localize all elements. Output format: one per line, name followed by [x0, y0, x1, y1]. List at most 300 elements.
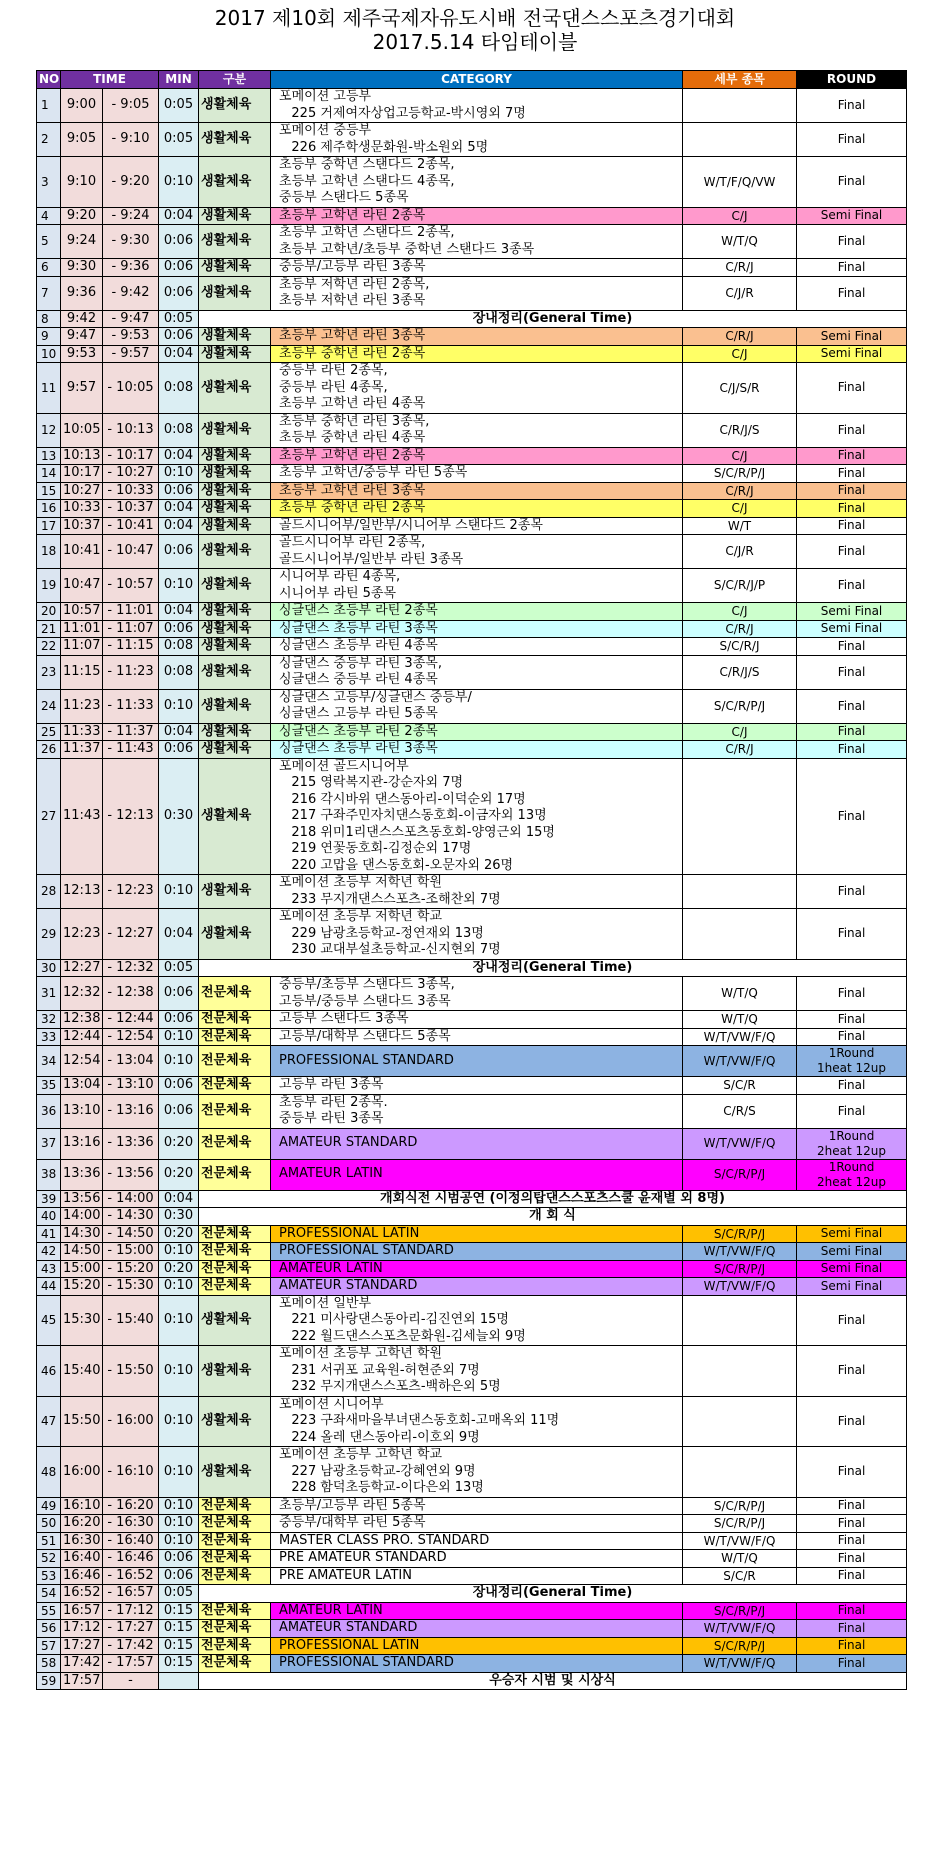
- division-label: 전문체육: [199, 1077, 271, 1095]
- table-row: [37, 1225, 907, 1243]
- end-time: - 9:05: [103, 89, 159, 123]
- duration: 0:10: [159, 1497, 199, 1515]
- category-cell: [271, 1260, 683, 1278]
- duration: 0:10: [159, 689, 199, 723]
- header-no: NO: [37, 71, 61, 89]
- category-line: 싱글댄스 고등부 라틴 5종목: [279, 706, 438, 721]
- table-row: [37, 875, 907, 909]
- duration: 0:05: [159, 959, 199, 977]
- category-cell: [271, 413, 683, 447]
- end-time: -: [103, 1672, 159, 1690]
- announcement: 장내정리(General Time): [199, 959, 907, 977]
- start-time: 13:16: [61, 1128, 103, 1159]
- division-label: 생활체육: [199, 1295, 271, 1346]
- category-line: 233 무지개댄스스포츠-조해찬외 7명: [279, 891, 501, 907]
- category-line: 중등부/초등부 스탠다드 3종목,: [279, 977, 455, 992]
- row-number: 55: [37, 1602, 61, 1620]
- end-time: - 16:46: [103, 1550, 159, 1568]
- detail-events: W/T/Q: [683, 1011, 797, 1029]
- detail-events: C/J: [683, 207, 797, 225]
- round-label: Final: [797, 1637, 907, 1655]
- category-cell: [271, 1550, 683, 1568]
- category-cell: [271, 328, 683, 346]
- table-row: [37, 123, 907, 157]
- category-line: PROFESSIONAL STANDARD: [279, 1052, 454, 1068]
- announcement: 개 회 식: [199, 1208, 907, 1226]
- duration: 0:10: [159, 1046, 199, 1077]
- table-row: [37, 1077, 907, 1095]
- division-label: 생활체육: [199, 447, 271, 465]
- detail-events: S/C/R/P/J: [683, 1260, 797, 1278]
- end-time: - 12:54: [103, 1028, 159, 1046]
- end-time: - 10:41: [103, 517, 159, 535]
- detail-events: W/T/F/Q/VW: [683, 157, 797, 208]
- start-time: 12:27: [61, 959, 103, 977]
- announcement: 장내정리(General Time): [199, 310, 907, 328]
- announcement: 개회식전 시범공연 (이정의탑댄스스포츠스쿨 윤재별 외 8명): [199, 1190, 907, 1208]
- duration: 0:06: [159, 1094, 199, 1128]
- table-row: [37, 1602, 907, 1620]
- category-line: 초등부 고학년/초등부 중학년 스탠다드 3종목: [279, 241, 535, 257]
- start-time: 10:47: [61, 569, 103, 603]
- row-number: 23: [37, 655, 61, 689]
- round-label: Final: [797, 689, 907, 723]
- category-line: 초등부 고학년 라틴 3종목: [279, 328, 426, 343]
- detail-events: S/C/R/P/J: [683, 689, 797, 723]
- category-line: 초등부/고등부 라틴 5종목: [279, 1497, 426, 1513]
- category-cell: [271, 535, 683, 569]
- row-number: 48: [37, 1447, 61, 1498]
- category-line: 싱글댄스 고등부/싱글댄스 중등부/: [279, 689, 472, 705]
- round-label: Final: [797, 447, 907, 465]
- start-time: 17:12: [61, 1620, 103, 1638]
- category-line: 228 함덕초등학교-이다은외 13명: [279, 1480, 484, 1495]
- round-label: Final: [797, 1655, 907, 1673]
- detail-events: W/T: [683, 517, 797, 535]
- start-time: 15:00: [61, 1260, 103, 1278]
- division-label: 생활체육: [199, 482, 271, 500]
- duration: 0:10: [159, 1515, 199, 1533]
- detail-events: [683, 909, 797, 960]
- row-number: 42: [37, 1243, 61, 1261]
- category-cell: [271, 689, 683, 723]
- table-row: [37, 157, 907, 208]
- category-cell: [271, 465, 683, 483]
- category-line: 초등부 라틴 2종목.: [279, 1094, 388, 1110]
- end-time: - 11:01: [103, 603, 159, 621]
- table-row: [37, 1028, 907, 1046]
- table-row: [37, 1532, 907, 1550]
- round-label: Final: [797, 1011, 907, 1029]
- category-line: 포메이션 일반부: [279, 1295, 372, 1311]
- table-row: [37, 723, 907, 741]
- round-label: Semi Final: [797, 1243, 907, 1261]
- table-row: [37, 620, 907, 638]
- table-row: [37, 517, 907, 535]
- table-row: [37, 1243, 907, 1261]
- table-row: [37, 689, 907, 723]
- round-label: Final: [797, 1094, 907, 1128]
- duration: 0:04: [159, 1190, 199, 1208]
- row-number: 37: [37, 1128, 61, 1159]
- round-label: Final: [797, 1567, 907, 1585]
- row-number: 32: [37, 1011, 61, 1029]
- division-label: 생활체육: [199, 225, 271, 259]
- division-label: 생활체육: [199, 276, 271, 310]
- row-number: 46: [37, 1346, 61, 1397]
- table-row: [37, 413, 907, 447]
- division-label: 생활체육: [199, 723, 271, 741]
- table-row: [37, 758, 907, 875]
- table-row: [37, 655, 907, 689]
- category-cell: [271, 620, 683, 638]
- row-number: 47: [37, 1396, 61, 1447]
- start-time: 11:07: [61, 638, 103, 656]
- division-label: 생활체육: [199, 655, 271, 689]
- start-time: 16:30: [61, 1532, 103, 1550]
- header-round: ROUND: [797, 71, 907, 89]
- end-time: - 13:10: [103, 1077, 159, 1095]
- round-label: Final: [797, 276, 907, 310]
- round-label: Final: [797, 875, 907, 909]
- category-line: AMATEUR LATIN: [279, 1260, 383, 1276]
- row-number: 43: [37, 1260, 61, 1278]
- table-row: [37, 1655, 907, 1673]
- round-label: Final: [797, 569, 907, 603]
- category-cell: [271, 1620, 683, 1638]
- duration: 0:20: [159, 1128, 199, 1159]
- end-time: - 16:40: [103, 1532, 159, 1550]
- category-cell: [271, 758, 683, 875]
- division-label: 전문체육: [199, 1550, 271, 1568]
- category-line: 초등부 저학년 라틴 2종목,: [279, 276, 430, 292]
- table-row: [37, 1637, 907, 1655]
- row-number: 50: [37, 1515, 61, 1533]
- category-cell: [271, 345, 683, 363]
- round-label: Final: [797, 758, 907, 875]
- table-row: [37, 1159, 907, 1190]
- detail-events: W/T/VW/F/Q: [683, 1128, 797, 1159]
- start-time: 10:05: [61, 413, 103, 447]
- duration: 0:20: [159, 1159, 199, 1190]
- end-time: - 11:33: [103, 689, 159, 723]
- row-number: 38: [37, 1159, 61, 1190]
- duration: 0:05: [159, 89, 199, 123]
- end-time: - 17:27: [103, 1620, 159, 1638]
- table-row: [37, 603, 907, 621]
- table-row: [37, 1190, 907, 1208]
- round-label: 1Round 2heat 12up: [797, 1128, 907, 1159]
- start-time: 9:05: [61, 123, 103, 157]
- category-line: MASTER CLASS PRO. STANDARD: [279, 1532, 490, 1548]
- table-row: [37, 345, 907, 363]
- category-cell: [271, 517, 683, 535]
- table-row: [37, 1515, 907, 1533]
- duration: 0:15: [159, 1620, 199, 1638]
- start-time: 12:23: [61, 909, 103, 960]
- category-cell: [271, 500, 683, 518]
- start-time: 16:46: [61, 1567, 103, 1585]
- category-line: 포메이션 초등부 고학년 학원: [279, 1346, 443, 1361]
- detail-events: C/R/J: [683, 482, 797, 500]
- duration: 0:06: [159, 741, 199, 759]
- start-time: 12:54: [61, 1046, 103, 1077]
- category-cell: [271, 569, 683, 603]
- round-label: Final: [797, 1396, 907, 1447]
- round-label: Final: [797, 977, 907, 1011]
- start-time: 12:38: [61, 1011, 103, 1029]
- end-time: - 14:00: [103, 1190, 159, 1208]
- category-cell: [271, 741, 683, 759]
- table-row: [37, 1620, 907, 1638]
- division-label: 생활체육: [199, 328, 271, 346]
- duration: 0:06: [159, 1011, 199, 1029]
- detail-events: [683, 89, 797, 123]
- duration: 0:06: [159, 1567, 199, 1585]
- category-line: 220 고맙을 댄스동호회-오문자외 26명: [279, 857, 514, 873]
- duration: 0:10: [159, 1346, 199, 1397]
- category-line: 229 남광초등학교-정연재외 13명: [279, 925, 484, 941]
- table-row: [37, 482, 907, 500]
- division-label: 전문체육: [199, 1011, 271, 1029]
- end-time: - 9:57: [103, 345, 159, 363]
- round-label: 1Round 1heat 12up: [797, 1046, 907, 1077]
- division-label: 생활체육: [199, 638, 271, 656]
- row-number: 57: [37, 1637, 61, 1655]
- table-row: [37, 1396, 907, 1447]
- end-time: - 15:40: [103, 1295, 159, 1346]
- row-number: 53: [37, 1567, 61, 1585]
- timetable-body: [37, 89, 907, 1690]
- start-time: 11:43: [61, 758, 103, 875]
- duration: 0:20: [159, 1260, 199, 1278]
- row-number: 13: [37, 447, 61, 465]
- category-line: AMATEUR STANDARD: [279, 1620, 418, 1635]
- round-label: Semi Final: [797, 328, 907, 346]
- category-cell: [271, 655, 683, 689]
- row-number: 17: [37, 517, 61, 535]
- round-label: Final: [797, 1550, 907, 1568]
- duration: 0:05: [159, 310, 199, 328]
- end-time: - 12:23: [103, 875, 159, 909]
- start-time: 15:40: [61, 1346, 103, 1397]
- header-time: TIME: [61, 71, 159, 89]
- row-number: 30: [37, 959, 61, 977]
- start-time: 9:42: [61, 310, 103, 328]
- row-number: 9: [37, 328, 61, 346]
- detail-events: C/J: [683, 447, 797, 465]
- division-label: 생활체육: [199, 363, 271, 414]
- table-row: [37, 363, 907, 414]
- category-line: 포메이션 골드시니어부: [279, 758, 409, 774]
- round-label: Final: [797, 909, 907, 960]
- end-time: - 9:10: [103, 123, 159, 157]
- category-cell: [271, 1278, 683, 1296]
- table-row: [37, 1497, 907, 1515]
- category-cell: [271, 1094, 683, 1128]
- start-time: 9:30: [61, 259, 103, 277]
- duration: 0:06: [159, 482, 199, 500]
- detail-events: S/C/R/P/J: [683, 465, 797, 483]
- round-label: Final: [797, 1447, 907, 1498]
- row-number: 15: [37, 482, 61, 500]
- category-line: 중등부/고등부 라틴 3종목: [279, 259, 426, 274]
- duration: 0:05: [159, 123, 199, 157]
- detail-events: S/C/R/P/J: [683, 1515, 797, 1533]
- category-cell: [271, 1295, 683, 1346]
- category-line: AMATEUR STANDARD: [279, 1135, 418, 1151]
- row-number: 28: [37, 875, 61, 909]
- table-row: [37, 959, 907, 977]
- round-label: Final: [797, 1077, 907, 1095]
- duration: 0:04: [159, 723, 199, 741]
- row-number: 2: [37, 123, 61, 157]
- row-number: 52: [37, 1550, 61, 1568]
- start-time: 14:50: [61, 1243, 103, 1261]
- category-line: 중등부/대학부 라틴 5종목: [279, 1515, 426, 1530]
- duration: 0:10: [159, 1028, 199, 1046]
- category-cell: [271, 1447, 683, 1498]
- round-label: Final: [797, 465, 907, 483]
- category-cell: [271, 1077, 683, 1095]
- category-cell: [271, 1225, 683, 1243]
- duration: 0:10: [159, 1396, 199, 1447]
- end-time: - 15:30: [103, 1278, 159, 1296]
- start-time: 11:01: [61, 620, 103, 638]
- row-number: 36: [37, 1094, 61, 1128]
- end-time: - 14:50: [103, 1225, 159, 1243]
- category-line: 215 영락복지관-강순자외 7명: [279, 775, 464, 790]
- end-time: - 11:23: [103, 655, 159, 689]
- round-label: Final: [797, 517, 907, 535]
- category-line: 싱글댄스 초등부 라틴 3종목: [279, 620, 438, 636]
- category-line: 223 구좌새마을부녀댄스동호회-고매옥외 11명: [279, 1413, 560, 1428]
- category-cell: [271, 603, 683, 621]
- row-number: 51: [37, 1532, 61, 1550]
- category-cell: [271, 1497, 683, 1515]
- category-line: 싱글댄스 중등부 라틴 4종목: [279, 672, 438, 687]
- round-label: Final: [797, 723, 907, 741]
- row-number: 16: [37, 500, 61, 518]
- round-label: Final: [797, 157, 907, 208]
- detail-events: [683, 1396, 797, 1447]
- start-time: 16:52: [61, 1585, 103, 1603]
- division-label: 생활체육: [199, 535, 271, 569]
- duration: 0:10: [159, 1295, 199, 1346]
- round-label: Semi Final: [797, 207, 907, 225]
- start-time: 9:20: [61, 207, 103, 225]
- category-cell: [271, 909, 683, 960]
- start-time: 16:57: [61, 1602, 103, 1620]
- row-number: 35: [37, 1077, 61, 1095]
- duration: 0:15: [159, 1655, 199, 1673]
- detail-events: C/R/J/S: [683, 655, 797, 689]
- division-label: 전문체육: [199, 1532, 271, 1550]
- start-time: 9:53: [61, 345, 103, 363]
- row-number: 29: [37, 909, 61, 960]
- category-line: 중등부 라틴 4종목,: [279, 379, 388, 395]
- row-number: 7: [37, 276, 61, 310]
- row-number: 12: [37, 413, 61, 447]
- duration: 0:06: [159, 259, 199, 277]
- round-label: Final: [797, 1346, 907, 1397]
- division-label: 전문체육: [199, 1567, 271, 1585]
- end-time: - 11:15: [103, 638, 159, 656]
- category-cell: [271, 1515, 683, 1533]
- category-cell: [271, 1159, 683, 1190]
- detail-events: S/C/R/J: [683, 638, 797, 656]
- category-line: 골드시니어부 라틴 2종목,: [279, 535, 426, 550]
- duration: 0:30: [159, 1208, 199, 1226]
- end-time: - 15:00: [103, 1243, 159, 1261]
- start-time: 13:56: [61, 1190, 103, 1208]
- duration: 0:06: [159, 535, 199, 569]
- start-time: 10:17: [61, 465, 103, 483]
- end-time: - 17:42: [103, 1637, 159, 1655]
- announcement: 우승자 시범 및 시상식: [199, 1672, 907, 1690]
- table-row: [37, 89, 907, 123]
- duration: 0:30: [159, 758, 199, 875]
- round-label: Final: [797, 535, 907, 569]
- category-line: 초등부 고학년 라틴 3종목: [279, 482, 426, 498]
- duration: 0:10: [159, 569, 199, 603]
- start-time: 11:15: [61, 655, 103, 689]
- category-line: 포메이션 초등부 저학년 학원: [279, 875, 443, 890]
- division-label: 생활체육: [199, 758, 271, 875]
- end-time: - 16:30: [103, 1515, 159, 1533]
- category-cell: [271, 638, 683, 656]
- start-time: 16:20: [61, 1515, 103, 1533]
- category-cell: [271, 1128, 683, 1159]
- end-time: - 9:53: [103, 328, 159, 346]
- detail-events: C/J/R: [683, 276, 797, 310]
- round-label: Final: [797, 225, 907, 259]
- end-time: - 11:07: [103, 620, 159, 638]
- category-line: 초등부 고학년 라틴 4종목: [279, 396, 426, 411]
- end-time: - 9:30: [103, 225, 159, 259]
- duration: 0:10: [159, 465, 199, 483]
- row-number: 45: [37, 1295, 61, 1346]
- round-label: Final: [797, 482, 907, 500]
- end-time: - 10:57: [103, 569, 159, 603]
- detail-events: S/C/R/P/J: [683, 1225, 797, 1243]
- row-number: 56: [37, 1620, 61, 1638]
- table-row: [37, 465, 907, 483]
- round-label: Final: [797, 1028, 907, 1046]
- end-time: - 12:38: [103, 977, 159, 1011]
- end-time: - 17:12: [103, 1602, 159, 1620]
- detail-events: W/T/VW/F/Q: [683, 1620, 797, 1638]
- end-time: - 13:16: [103, 1094, 159, 1128]
- category-cell: [271, 157, 683, 208]
- table-row: [37, 207, 907, 225]
- division-label: 생활체육: [199, 875, 271, 909]
- start-time: 9:36: [61, 276, 103, 310]
- end-time: - 15:50: [103, 1346, 159, 1397]
- round-label: Final: [797, 741, 907, 759]
- category-cell: [271, 225, 683, 259]
- start-time: 15:30: [61, 1295, 103, 1346]
- row-number: 10: [37, 345, 61, 363]
- category-line: 232 무지개댄스스포츠-백하은외 5명: [279, 1379, 501, 1394]
- category-line: 225 거제여자상업고등학교-박시영외 7명: [279, 105, 526, 121]
- category-cell: [271, 1655, 683, 1673]
- category-line: 초등부 고학년 라틴 2종목: [279, 447, 426, 463]
- duration: 0:04: [159, 207, 199, 225]
- end-time: - 12:44: [103, 1011, 159, 1029]
- start-time: 10:41: [61, 535, 103, 569]
- category-line: 231 서귀포 교육원-허현준외 7명: [279, 1362, 480, 1378]
